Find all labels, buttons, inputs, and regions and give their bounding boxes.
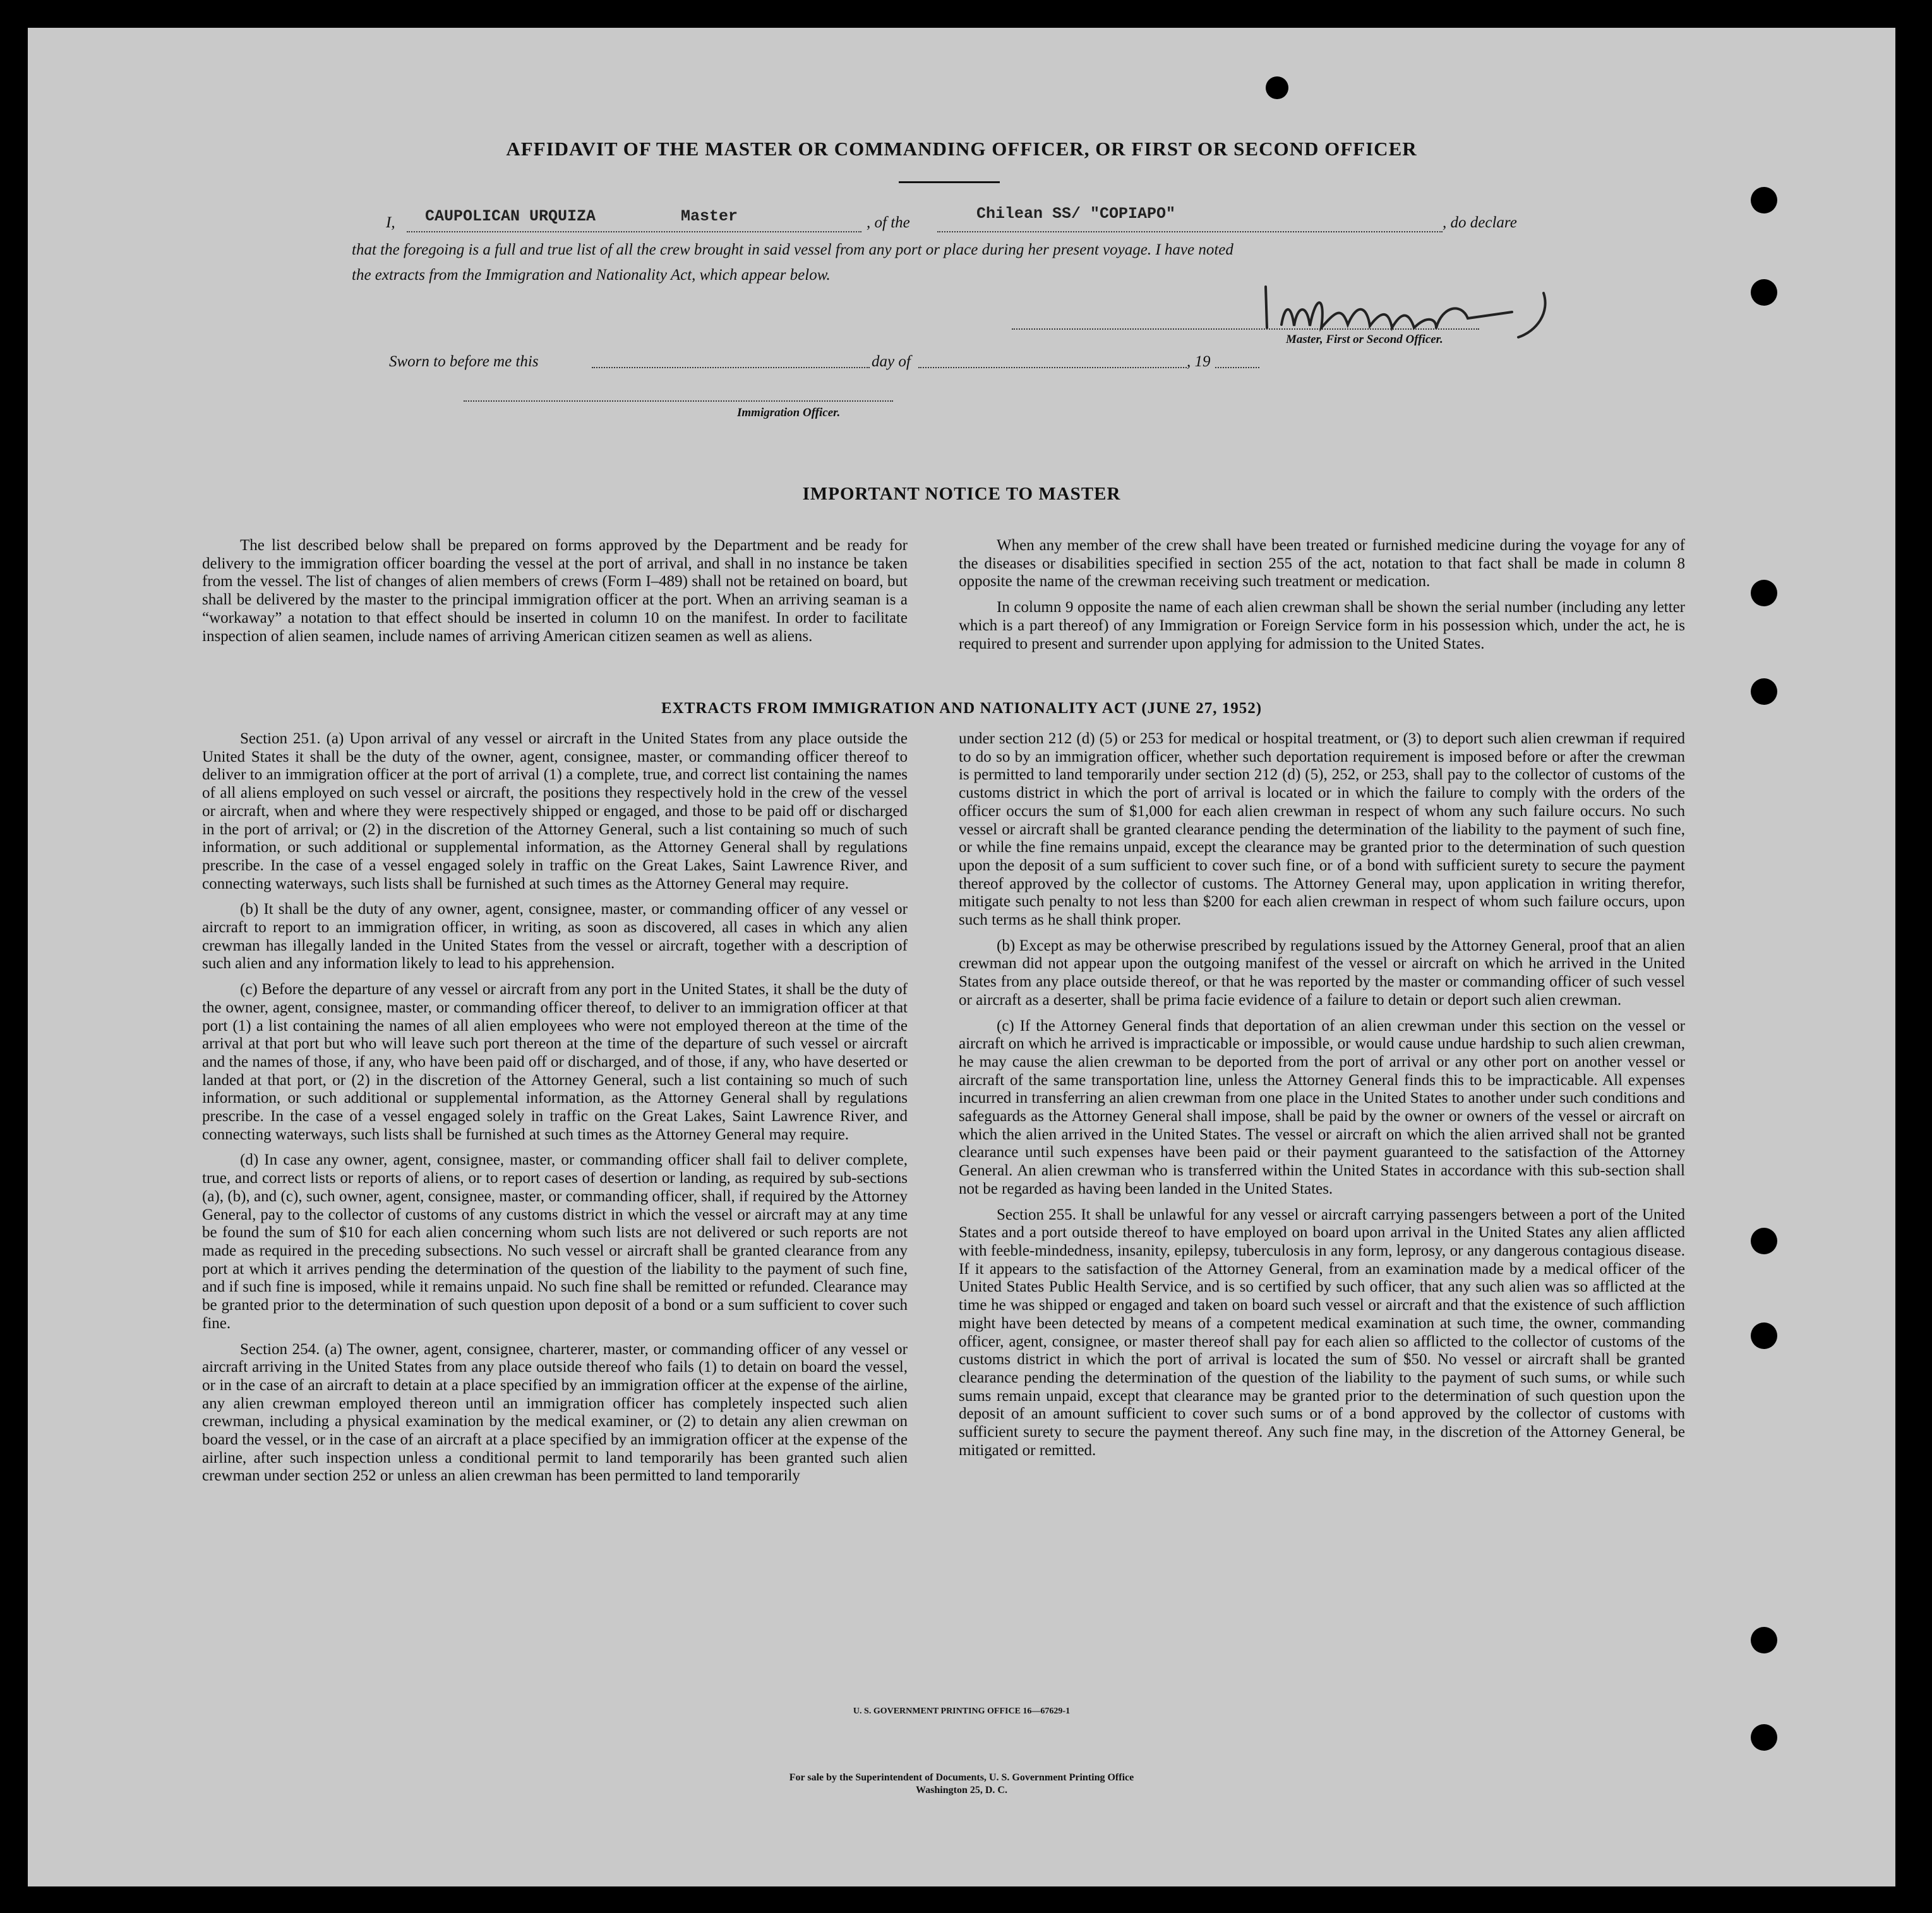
vessel-field: Chilean SS/ "COPIAPO"	[976, 205, 1176, 223]
section-255: Section 255. It shall be unlawful for any vessel or aircraft carrying passengers between a port of the United States and a port outside thereof to have employed on board upon arrival in the United States any alien afflicted with feeble-mindedness, insanity, epilepsy, tuberculosis in any form, leprosy, or any dangerous contagious disease. If it appears to the satisfaction of the Attorney General, from an examination made by a medical officer of the United States Public Health Service, and is so certified by such officer, that any such alien was so afflicted at the time he was shipped or engaged and taken on board such vessel or aircraft and that the existence of such affliction might have been detected by means of a competent medical examination at such time, the owner, commanding officer, agent, consignee, or master thereof shall pay for each alien so afflicted to the collector of customs of the customs district in which the port of arrival is located the sum of $50. No vessel or aircraft shall be granted clearance pending the determination of the question of the liability to the payment of such sums, or while such sums remain unpaid, except that clearance may be granted prior to the determination of such question upon the deposit of an amount sufficient to cover such sums or of a bond approved by the collector of customs with sufficient surety to secure the payment thereof. Any such fine may, in the discretion of the Attorney General, be mitigated or remitted.	[959, 1206, 1685, 1459]
affidavit-title: AFFIDAVIT OF THE MASTER OR COMMANDING OFFICER, OR FIRST OR SECOND OFFICER	[506, 138, 1417, 160]
punch-hole	[1751, 580, 1777, 606]
sworn-label: Sworn to before me this	[389, 353, 539, 370]
notice-left-column	[202, 537, 908, 653]
section-251d: (d) In case any owner, agent, consignee, master, or commanding officer shall fail to deliver complete, true, and correct lists or reports of aliens, or to report cases of desertion or landing, as required by sub-sections (a), (b), and (c), such owner, agent, consignee, master, or commanding officer, shall, if required by the Attorney General, pay to the collector of customs of any customs district in which the vessel or aircraft may at any time be found the sum of $10 for each alien concerning whom such lists are not delivered or such reports are not made as required in the preceding subsections. No such vessel or aircraft shall be granted clearance from any port at which it arrives pending the determination of the question of the liability to the payment of such fine, and if such fine is imposed, while it remains unpaid. No such fine shall be remitted or refunded. Clearance may be granted prior to the determination of such question upon deposit of a bond or a sum sufficient to cover such fine.	[202, 1151, 908, 1332]
declaration-prefix: I,	[386, 214, 395, 231]
name-line	[407, 231, 861, 232]
extracts-left-column	[202, 730, 908, 1493]
vessel-line	[937, 231, 1443, 232]
notice-left-paragraph: The list described below shall be prepared on forms approved by the Department and be ready for delivery to the immigration officer boarding the vessel at the port of arrival, and shall in no instance be taken from the vessel. The list of changes of alien members of crews (Form I–489) shall not be retained on board, but shall be delivered by the master to the principal immigration officer at the port. When an arriving seaman is a “workaway” a notation to that effect should be inserted in column 10 on the manifest. In order to facilitate inspection of alien seamen, include names of arriving American citizen seamen as well as aliens.	[202, 537, 908, 645]
sale-line-2: Washington 25, D. C.	[916, 1785, 1007, 1796]
notice-right-paragraph-1: When any member of the crew shall have been treated or furnished medicine during the voyage for any of the diseases or disabilities specified in section 255 of the act, notation to that fact shall be made in column 8 opposite the name of the crewman receiving such treatment or medication.	[959, 537, 1685, 591]
sworn-day-line	[592, 367, 870, 368]
punch-hole	[1751, 678, 1777, 705]
punch-hole	[1751, 1724, 1777, 1751]
sworn-month-line	[918, 367, 1187, 368]
punch-hole	[1751, 1627, 1777, 1653]
section-254a-continued: under section 212 (d) (5) or 253 for medical or hospital treatment, or (3) to deport such alien crewman if required to do so by an immigration officer, whether such deportation requirement is imposed before or after the crewman is permitted to land temporarily under section 212 (d) (5), 252, or 253, shall pay to the collector of customs of the customs district in which the port of arrival is located or in which the failure to comply with the orders of the officer occurs the sum of $1,000 for each alien crewman in respect of whom any such failure occurs. No such vessel or aircraft shall be granted clearance pending the determination of the liability to the payment of such fine, or while the fine remains unpaid, except the clearance may be granted prior to the determination of such question upon the deposit of a sum sufficient to cover such fine, or of a bond with sufficient surety to secure the payment thereof approved by the collector of customs. The Attorney General may, upon application in writing therefor, mitigate such penalty to not less than $200 for each alien crewman in respect of whom such failure occurs, upon such terms as he shall think proper.	[959, 730, 1685, 929]
of-the-label: , of the	[867, 214, 910, 231]
section-254a: Section 254. (a) The owner, agent, consignee, charterer, master, or commanding officer of any vessel or aircraft arriving in the United States from any place outside thereof who fails (1) to detain on board the vessel, or in the case of an aircraft to detain at a place specified by an immigration officer at the expense of the airline, any alien crewman employed thereon until an immigration officer has completely inspected such alien crewman, including a physical examination by the medical examiner, or (2) to detain any alien crewman on board the vessel, or in the case of an aircraft at a place specified by an immigration officer at the expense of the airline, after such inspection unless a conditional permit to land temporarily has been granted such alien crewman under section 252 or unless an alien crewman has been permitted to land temporarily	[202, 1340, 908, 1485]
punch-hole	[1266, 76, 1288, 99]
punch-hole	[1751, 279, 1777, 306]
punch-hole	[1751, 1322, 1777, 1349]
punch-hole	[1751, 187, 1777, 213]
section-251b: (b) It shall be the duty of any owner, agent, consignee, master, or commanding officer of any vessel or aircraft to report to an immigration officer, in writing, as soon as discovered, all cases in which any alien crewman has illegally landed in the United States from the vessel or aircraft, together with a description of such alien and any information likely to lead to his apprehension.	[202, 901, 908, 973]
officer-caption: Immigration Officer.	[737, 406, 841, 419]
notice-right-paragraph-2: In column 9 opposite the name of each alien crewman shall be shown the serial number (including any letter which is a part thereof) of any Immigration or Foreign Service form in his possession which, under the act, he is required to present and surrender upon applying for admission to the United States.	[959, 599, 1685, 652]
signature-caption: Master, First or Second Officer.	[1286, 333, 1443, 346]
sale-line-1: For sale by the Superintendent of Documents, U. S. Government Printing Office	[789, 1772, 1134, 1783]
notice-title: IMPORTANT NOTICE TO MASTER	[802, 484, 1121, 504]
year-label: , 19	[1187, 353, 1211, 370]
notice-right-column	[959, 537, 1685, 661]
extracts-right-column	[959, 730, 1685, 1467]
extracts-title: EXTRACTS FROM IMMIGRATION AND NATIONALITY ACT (JUNE 27, 1952)	[661, 700, 1263, 717]
do-declare-label: , do declare	[1443, 214, 1517, 231]
day-of-label: day of	[872, 353, 911, 370]
sworn-year-line	[1215, 367, 1259, 368]
handwritten-signature	[1247, 268, 1575, 344]
officer-signature-line	[464, 400, 893, 402]
section-251c: (c) Before the departure of any vessel or aircraft from any port in the United States, it shall be the duty of the owner, agent, consignee, master, or commanding officer thereof, to deliver to an immigration officer at that port (1) a list containing the names of all alien employees who were not employed thereon at the time of the arrival at that port but who will leave such port thereon at the time of the departure of such vessel or aircraft and the names of those, if any, who have been paid off or discharged, and of those, if any, who have deserted or landed at that port, or (2) in the discretion of the Attorney General, such a list containing so much of such information, or such additional or supplemental information, as the Attorney General shall by regulations prescribe. In the case of a vessel engaged solely in traffic on the Great Lakes, Saint Lawrence River, and connecting waterways, such lists shall be furnished at such times as the Attorney General may require.	[202, 981, 908, 1143]
master-name-field: CAUPOLICAN URQUIZA	[425, 207, 596, 225]
section-254c: (c) If the Attorney General finds that deportation of an alien crewman under this section on the vessel or aircraft on which he arrived is impracticable or impossible, or would cause undue hardship to such alien crewman, he may cause the alien crewman to be deported from the port of arrival or any other port on another vessel or aircraft of the same transportation line, unless the Attorney General finds this to be impracticable. All expenses incurred in transferring an alien crewman from one place in the United States to another under such conditions and safeguards as the Attorney General shall impose, shall be paid by the owner or owners of the vessel or aircraft on which the alien arrived in the United States. The vessel or aircraft on which the alien arrived shall not be granted clearance until such expenses have been paid or their payment guaranteed to the satisfaction of the Attorney General. An alien crewman who is transferred within the United States in accordance with this sub-section shall not be regarded as having been landed in the United States.	[959, 1017, 1685, 1197]
document-page	[28, 28, 1895, 1886]
declaration-line-3: the extracts from the Immigration and Nationality Act, which appear below.	[352, 267, 831, 284]
section-251a: Section 251. (a) Upon arrival of any vessel or aircraft in the United States from any place outside the United States it shall be the duty of the owner, agent, consignee, master, or commanding officer thereof to deliver to an immigration officer at the port of arrival (1) a complete, true, and correct list containing the names of all aliens employed on such vessel or aircraft, the positions they respectively hold in the crew of the vessel or aircraft, when and where they were respectively shipped or engaged, and those to be paid off or discharged in the port of arrival; or (2) in the discretion of the Attorney General, such a list containing so much of such information, or such additional or supplemental information, as the Attorney General shall by regulations prescribe. In the case of a vessel engaged solely in traffic on the Great Lakes, Saint Lawrence River, and connecting waterways, such lists shall be furnished at such times as the Attorney General may require.	[202, 730, 908, 892]
section-254b: (b) Except as may be otherwise prescribed by regulations issued by the Attorney General, proof that an alien crewman did not appear upon the outgoing manifest of the vessel or aircraft on which he arrived in the United States from any place outside thereof, or that he was reported by the master or commanding officer of such vessel or aircraft as a deserter, shall be prima facie evidence of a failure to detain or deport such alien crewman.	[959, 937, 1685, 1009]
rank-field: Master	[681, 207, 738, 225]
gpo-imprint: U. S. GOVERNMENT PRINTING OFFICE 16—67629-1	[853, 1706, 1071, 1716]
punch-hole	[1751, 1228, 1777, 1254]
title-rule	[899, 181, 1000, 183]
declaration-line-2: that the foregoing is a full and true list of all the crew brought in said vessel from any port or place during her present voyage. I have noted	[352, 241, 1233, 258]
